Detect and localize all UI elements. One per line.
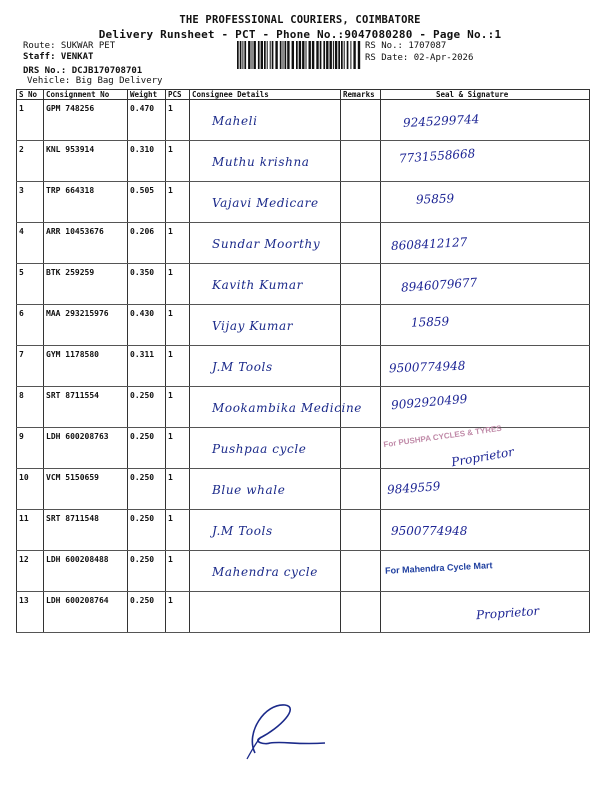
cell-pcs: 1 <box>166 469 190 510</box>
cell-sno: 8 <box>17 387 44 428</box>
barcode-bar <box>267 41 268 69</box>
company-title: THE PROFESSIONAL COURIERS, COIMBATORE <box>179 14 421 26</box>
cell-sno: 6 <box>17 305 44 346</box>
cell-pcs: 1 <box>166 346 190 387</box>
table-row <box>17 141 590 182</box>
cell-pcs: 1 <box>166 592 190 633</box>
cell-remarks <box>341 469 381 510</box>
consignee-handwriting: Maheli <box>212 114 258 128</box>
cell-sno: 11 <box>17 510 44 551</box>
cell-weight: 0.250 <box>128 387 166 428</box>
staff-label: Staff: VENKAT <box>23 52 94 62</box>
table-row <box>17 469 590 510</box>
cell-signature <box>381 182 590 223</box>
vehicle-label: Vehicle: Big Bag Delivery <box>27 76 163 86</box>
consignee-handwriting: Pushpaa cycle <box>212 442 307 456</box>
staff-signature-scribble <box>225 693 345 763</box>
table-header-row <box>17 90 590 100</box>
col-header-consignment: Consignment No <box>44 90 128 100</box>
cell-signature <box>381 387 590 428</box>
barcode-bar <box>333 41 334 69</box>
cell-sno: 2 <box>17 141 44 182</box>
cell-sno: 10 <box>17 469 44 510</box>
barcode-bar <box>285 41 287 69</box>
signature-handwriting: 9092920499 <box>390 391 468 413</box>
cell-consignee <box>190 510 341 551</box>
cell-weight: 0.250 <box>128 469 166 510</box>
barcode-bar <box>252 41 253 69</box>
cell-consignment: GYM 1178580 <box>44 346 128 387</box>
cell-pcs: 1 <box>166 182 190 223</box>
cell-sno: 5 <box>17 264 44 305</box>
cell-signature <box>381 423 590 470</box>
cell-remarks <box>341 551 381 592</box>
barcode-bar <box>275 41 277 69</box>
barcode-bar <box>242 41 243 69</box>
consignee-handwriting: Blue whale <box>212 483 286 497</box>
cell-pcs: 1 <box>166 387 190 428</box>
cell-signature <box>381 346 590 387</box>
cell-weight: 0.470 <box>128 100 166 141</box>
cell-consignee <box>190 305 341 346</box>
cell-consignment: TRP 664318 <box>44 182 128 223</box>
table-row <box>17 346 590 387</box>
cell-pcs: 1 <box>166 428 190 469</box>
cell-signature <box>381 223 590 264</box>
cell-weight: 0.430 <box>128 305 166 346</box>
barcode-image <box>236 40 361 70</box>
barcode-bar <box>261 41 263 69</box>
cell-remarks <box>341 387 381 428</box>
cell-signature <box>381 141 590 182</box>
cell-consignee <box>190 592 341 633</box>
consignee-handwriting: Vijay Kumar <box>212 319 294 333</box>
route-label: Route: SUKWAR PET <box>23 41 116 51</box>
barcode-bar <box>248 41 250 69</box>
barcode-bar <box>312 41 314 69</box>
cell-pcs: 1 <box>166 141 190 182</box>
cell-pcs: 1 <box>166 223 190 264</box>
signature-handwriting: 8608412127 <box>390 235 468 253</box>
cell-weight: 0.250 <box>128 592 166 633</box>
col-header-weight: Weight <box>128 90 166 100</box>
barcode-bar <box>244 41 246 69</box>
signature-handwriting: 8946079677 <box>400 275 478 295</box>
table-row <box>17 592 590 633</box>
signature-handwriting: 9500774948 <box>391 524 468 538</box>
consignee-handwriting: J.M Tools <box>212 524 273 538</box>
cell-remarks <box>341 510 381 551</box>
barcode-bar <box>264 41 266 69</box>
cell-sno: 12 <box>17 551 44 592</box>
barcode-bar <box>254 41 256 69</box>
cell-sno: 7 <box>17 346 44 387</box>
barcode-bar <box>258 41 260 69</box>
table-row <box>17 387 590 428</box>
table-row <box>17 305 590 346</box>
cell-remarks <box>341 223 381 264</box>
cell-consignee <box>190 100 341 141</box>
cell-sno: 9 <box>17 428 44 469</box>
signature-handwriting: 9849559 <box>386 479 441 497</box>
cell-consignee <box>190 264 341 305</box>
barcode-bar <box>270 41 271 69</box>
cell-consignee <box>190 346 341 387</box>
cell-weight: 0.250 <box>128 551 166 592</box>
barcode-bar <box>292 41 294 69</box>
table-row <box>17 264 590 305</box>
barcode-bar <box>237 41 239 69</box>
col-header-consignee: Consignee Details <box>190 90 341 100</box>
barcode-bar <box>240 41 242 69</box>
cell-consignee <box>190 387 362 428</box>
signature-handwriting: 95859 <box>415 191 455 207</box>
table-row <box>17 100 590 141</box>
seal-stamp: For PUSHPA CYCLES & TYRES <box>382 423 503 450</box>
cell-signature <box>381 469 590 510</box>
barcode-bar <box>341 41 343 69</box>
cell-weight: 0.311 <box>128 346 166 387</box>
barcode-bar <box>287 41 289 69</box>
cell-weight: 0.250 <box>128 428 166 469</box>
table-row <box>17 551 590 592</box>
cell-remarks <box>341 592 381 633</box>
cell-sno: 3 <box>17 182 44 223</box>
barcode-bar <box>358 41 360 69</box>
rs-number: RS No.: 1707087 <box>365 41 447 51</box>
barcode-bar <box>299 41 301 69</box>
cell-weight: 0.350 <box>128 264 166 305</box>
drs-number: DRS No.: DCJB170708701 <box>23 66 143 76</box>
cell-consignment: ARR 10453676 <box>44 223 128 264</box>
barcode-bar <box>283 41 284 69</box>
cell-weight: 0.505 <box>128 182 166 223</box>
barcode-bar <box>347 41 349 69</box>
table-row <box>17 428 590 469</box>
cell-signature <box>381 100 590 141</box>
cell-consignee <box>190 182 341 223</box>
cell-remarks <box>341 428 381 469</box>
barcode-bar <box>272 41 274 69</box>
cell-consignee <box>190 428 341 469</box>
signature-handwriting: 15859 <box>410 314 450 330</box>
cell-consignment: GPM 748256 <box>44 100 128 141</box>
cell-consignee <box>190 223 341 264</box>
rs-date: RS Date: 02-Apr-2026 <box>365 53 474 63</box>
signature-handwriting: 9500774948 <box>388 358 466 376</box>
cell-remarks <box>341 100 381 141</box>
cell-pcs: 1 <box>166 264 190 305</box>
cell-signature <box>381 510 590 551</box>
col-header-remarks: Remarks <box>341 90 381 100</box>
col-header-pcs: PCS <box>166 90 190 100</box>
consignee-handwriting: Sundar Moorthy <box>212 237 321 251</box>
barcode-bar <box>302 41 304 69</box>
barcode-bar <box>316 41 318 69</box>
barcode-bar <box>338 41 340 69</box>
consignee-handwriting: Mahendra cycle <box>212 565 318 579</box>
signature-handwriting: Proprietor <box>475 603 540 623</box>
cell-pcs: 1 <box>166 510 190 551</box>
barcode-bar <box>306 41 307 69</box>
barcode-bar <box>330 41 332 69</box>
cell-consignee <box>190 141 341 182</box>
cell-remarks <box>341 141 381 182</box>
cell-sno: 1 <box>17 100 44 141</box>
table-row <box>17 182 590 223</box>
barcode-bar <box>309 41 311 69</box>
barcode-bar <box>296 41 298 69</box>
signature-handwriting: 9245299744 <box>402 112 480 130</box>
cell-sno: 13 <box>17 592 44 633</box>
cell-signature <box>381 551 590 592</box>
runsheet-subtitle: Delivery Runsheet - PCT - Phone No.:9047080280 - Page No.:1 <box>98 28 502 41</box>
cell-remarks <box>341 346 381 387</box>
cell-weight: 0.310 <box>128 141 166 182</box>
cell-sno: 4 <box>17 223 44 264</box>
cell-remarks <box>341 305 381 346</box>
consignee-handwriting: J.M Tools <box>212 360 273 374</box>
runsheet-table <box>16 89 590 633</box>
table-row <box>17 510 590 551</box>
table-row <box>17 223 590 264</box>
cell-pcs: 1 <box>166 100 190 141</box>
seal-stamp: For Mahendra Cycle Mart <box>384 560 493 576</box>
barcode-bar <box>350 41 351 69</box>
cell-weight: 0.250 <box>128 510 166 551</box>
cell-weight: 0.206 <box>128 223 166 264</box>
cell-consignment: LDH 600208763 <box>44 428 128 469</box>
barcode-bar <box>353 41 355 69</box>
consignee-handwriting: Vajavi Medicare <box>212 196 319 210</box>
cell-consignee <box>190 551 341 592</box>
cell-pcs: 1 <box>166 551 190 592</box>
cell-consignment: VCM 5150659 <box>44 469 128 510</box>
col-header-signature: Seal & Signature <box>381 90 590 100</box>
barcode-bar <box>323 41 325 69</box>
cell-signature <box>381 592 590 633</box>
cell-pcs: 1 <box>166 305 190 346</box>
cell-consignee <box>190 469 341 510</box>
cell-remarks <box>341 182 381 223</box>
cell-consignment: SRT 8711548 <box>44 510 128 551</box>
cell-consignment: LDH 600208764 <box>44 592 128 633</box>
col-header-sno: S No <box>17 90 44 100</box>
barcode-bar <box>344 41 345 69</box>
signature-handwriting: Proprietor <box>450 444 515 470</box>
consignee-handwriting: Muthu krishna <box>212 155 310 169</box>
cell-signature <box>381 305 590 346</box>
barcode-bar <box>335 41 337 69</box>
cell-consignment: SRT 8711554 <box>44 387 128 428</box>
cell-consignment: LDH 600208488 <box>44 551 128 592</box>
barcode-bar <box>280 41 282 69</box>
cell-remarks <box>341 264 381 305</box>
consignee-handwriting: Kavith Kumar <box>212 278 304 292</box>
cell-consignment: MAA 293215976 <box>44 305 128 346</box>
barcode-bar <box>326 41 328 69</box>
cell-consignment: BTK 259259 <box>44 264 128 305</box>
consignee-handwriting: Mookambika Medicine <box>212 401 362 415</box>
cell-signature <box>381 264 590 305</box>
cell-consignment: KNL 953914 <box>44 141 128 182</box>
barcode-bar <box>320 41 322 69</box>
signature-handwriting: 7731558668 <box>398 146 476 166</box>
